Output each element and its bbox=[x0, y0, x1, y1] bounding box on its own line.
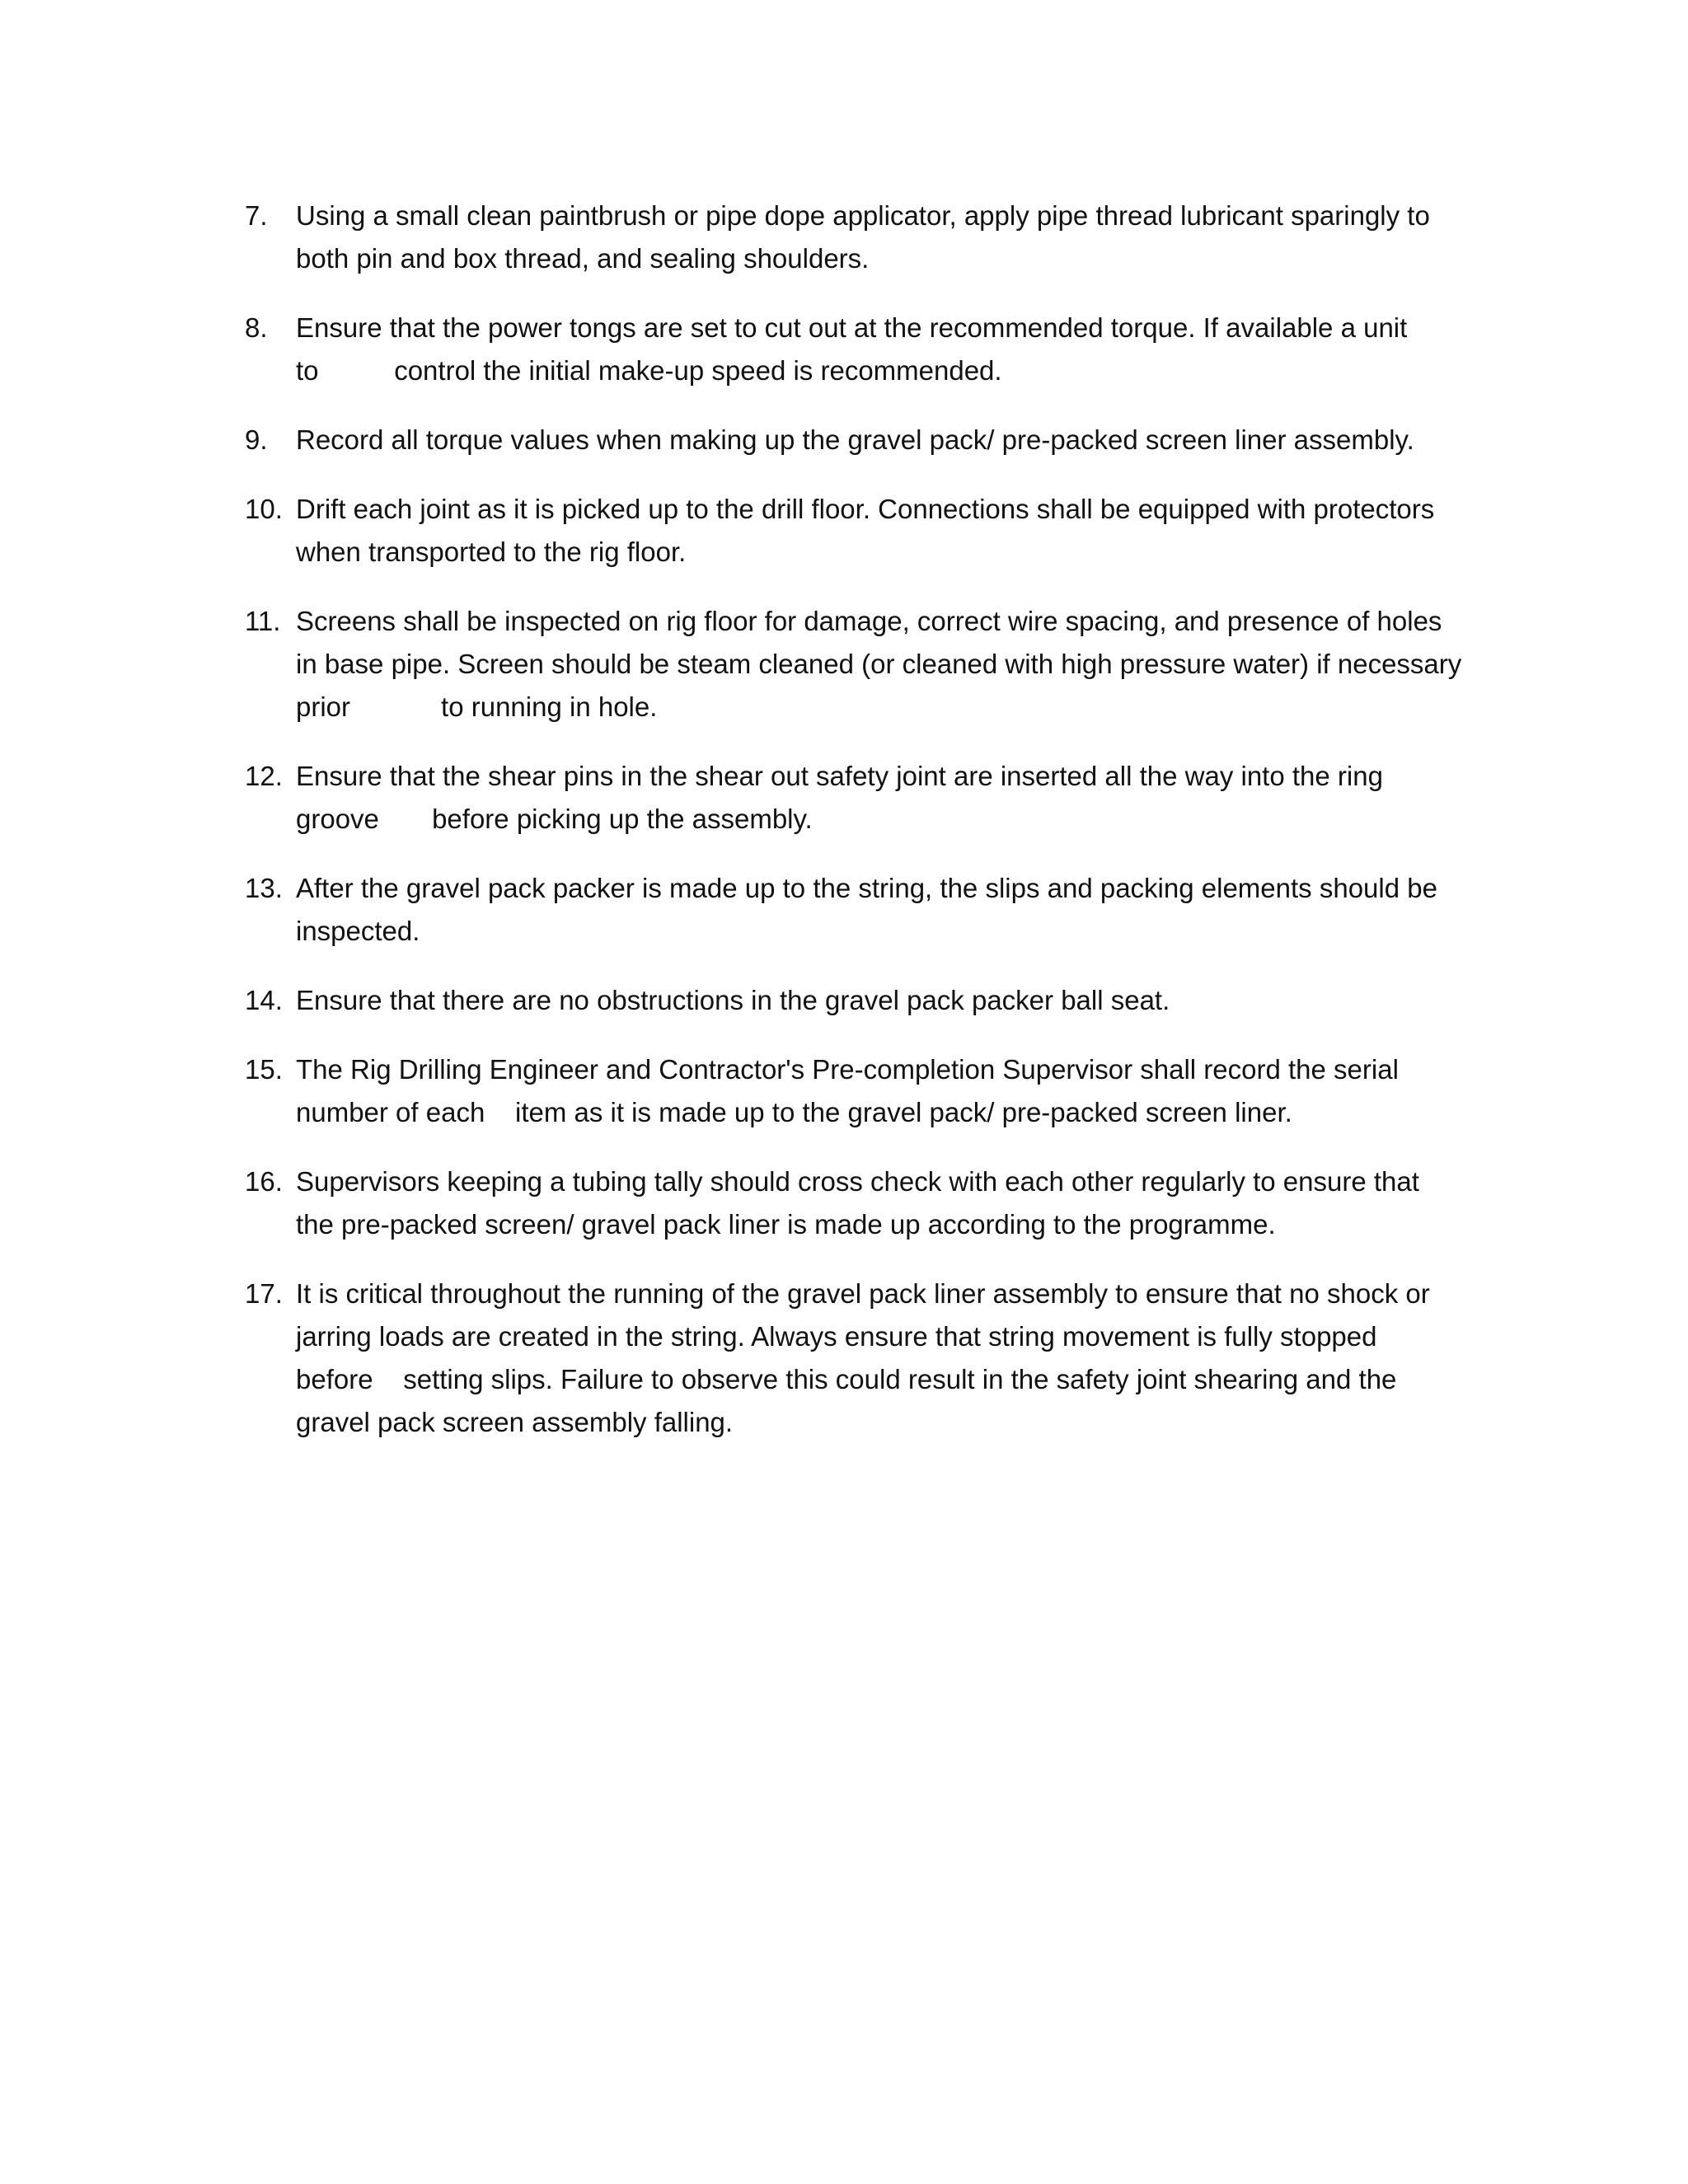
list-item bbox=[245, 194, 1481, 280]
list-item bbox=[245, 419, 1481, 462]
item-number: 9. bbox=[245, 424, 268, 455]
item-text-line: Ensure that there are no obstructions in the gravel pack packer ball seat. bbox=[296, 985, 1170, 1015]
item-number: 17. bbox=[245, 1278, 283, 1309]
list-item bbox=[245, 307, 1481, 392]
item-text-line: to control the initial make-up speed is recommended. bbox=[296, 355, 1002, 386]
item-text-line: the pre-packed screen/ gravel pack liner is made up according to the programme. bbox=[296, 1209, 1276, 1240]
list-item bbox=[245, 979, 1481, 1022]
item-text-line: prior to running in hole. bbox=[296, 691, 658, 722]
item-text bbox=[296, 419, 1481, 462]
item-text-line: inspected. bbox=[296, 916, 420, 946]
item-text-line: when transported to the rig floor. bbox=[296, 537, 687, 567]
item-text-line: before setting slips. Failure to observe this could result in the safety joint shearing and the bbox=[296, 1364, 1397, 1394]
item-number: 16. bbox=[245, 1166, 283, 1197]
item-text bbox=[296, 979, 1481, 1022]
item-text-line: in base pipe. Screen should be steam cleaned (or cleaned with high pressure water) if necessary bbox=[296, 649, 1462, 679]
item-text-line: Ensure that the power tongs are set to cut out at the recommended torque. If available a unit bbox=[296, 312, 1408, 343]
item-text bbox=[296, 1048, 1481, 1134]
list-item bbox=[245, 600, 1481, 729]
list-item bbox=[245, 867, 1481, 953]
item-text-line: Supervisors keeping a tubing tally should cross check with each other regularly to ensure that bbox=[296, 1166, 1419, 1197]
item-text-line: jarring loads are created in the string. Always ensure that string movement is fully stopped bbox=[296, 1321, 1377, 1352]
item-text-line: Record all torque values when making up the gravel pack/ pre-packed screen liner assembly. bbox=[296, 424, 1414, 455]
list-item bbox=[245, 1272, 1481, 1444]
item-text bbox=[296, 1160, 1481, 1246]
item-text-line: groove before picking up the assembly. bbox=[296, 804, 813, 834]
list-item bbox=[245, 1160, 1481, 1246]
item-text bbox=[296, 1272, 1481, 1444]
item-text-line: both pin and box thread, and sealing shoulders. bbox=[296, 243, 870, 274]
item-text-line: Screens shall be inspected on rig floor for damage, correct wire spacing, and presence of holes bbox=[296, 606, 1442, 636]
item-text bbox=[296, 307, 1481, 392]
item-text bbox=[296, 600, 1481, 729]
item-number: 7. bbox=[245, 200, 268, 231]
item-text-line: Drift each joint as it is picked up to the drill floor. Connections shall be equipped with protectors bbox=[296, 494, 1435, 524]
item-number: 8. bbox=[245, 312, 268, 343]
item-text bbox=[296, 194, 1481, 280]
item-number: 13. bbox=[245, 873, 283, 903]
item-text bbox=[296, 488, 1481, 574]
procedure-list bbox=[245, 194, 1481, 1470]
item-text-line: Using a small clean paintbrush or pipe dope applicator, apply pipe thread lubricant sparingly to bbox=[296, 200, 1430, 231]
item-number: 14. bbox=[245, 985, 283, 1015]
list-item bbox=[245, 1048, 1481, 1134]
item-text-line: It is critical throughout the running of the gravel pack liner assembly to ensure that no shock or bbox=[296, 1278, 1430, 1309]
item-text bbox=[296, 755, 1481, 841]
item-text-line: gravel pack screen assembly falling. bbox=[296, 1407, 734, 1437]
list-item bbox=[245, 755, 1481, 841]
item-number: 11. bbox=[245, 606, 281, 636]
item-number: 10. bbox=[245, 494, 283, 524]
item-text bbox=[296, 867, 1481, 953]
item-number: 12. bbox=[245, 761, 283, 791]
item-number: 15. bbox=[245, 1054, 283, 1085]
list-item bbox=[245, 488, 1481, 574]
item-text-line: Ensure that the shear pins in the shear out safety joint are inserted all the way into the ring bbox=[296, 761, 1383, 791]
item-text-line: The Rig Drilling Engineer and Contractor's Pre-completion Supervisor shall record the serial bbox=[296, 1054, 1399, 1085]
item-text-line: number of each item as it is made up to the gravel pack/ pre-packed screen liner. bbox=[296, 1097, 1292, 1127]
item-text-line: After the gravel pack packer is made up to the string, the slips and packing elements should be bbox=[296, 873, 1437, 903]
